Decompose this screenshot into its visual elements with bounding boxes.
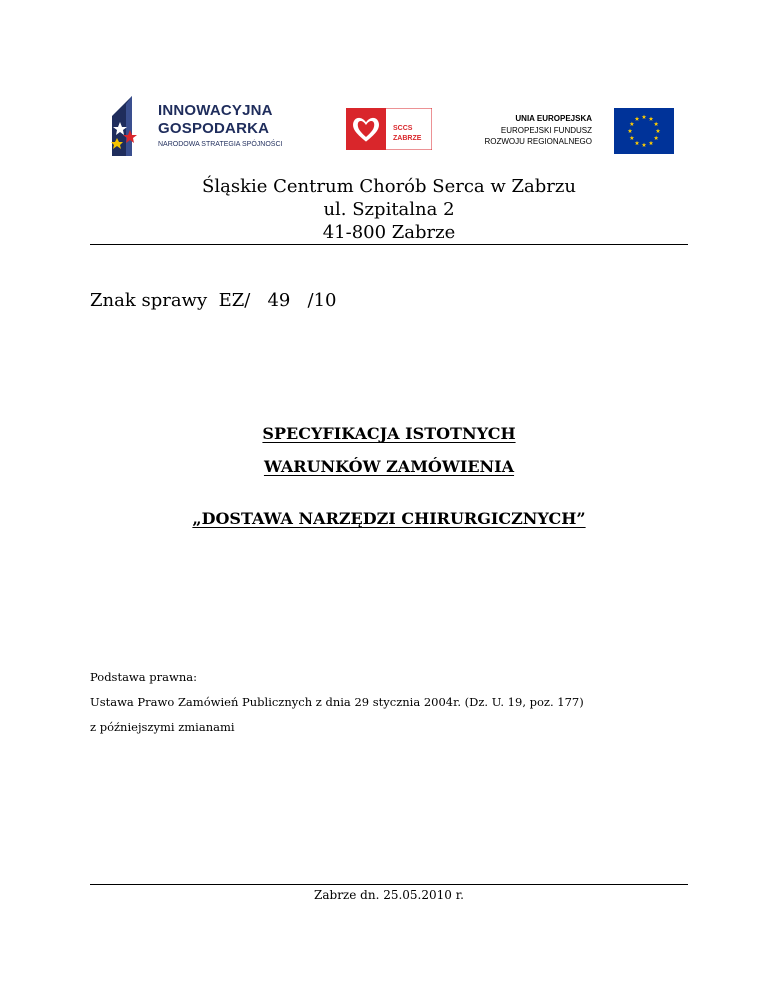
legal-basis-label: Podstawa prawna: xyxy=(90,670,197,684)
innovative-economy-emblem xyxy=(108,96,154,156)
eu-line2: EUROPEJSKI FUNDUSZ xyxy=(500,126,592,135)
legal-basis-line2: z późniejszymi zmianami xyxy=(90,720,235,734)
institution-city: 41-800 Zabrze xyxy=(322,222,456,243)
sccs-logo xyxy=(346,108,432,150)
sccs-line1: SCCS xyxy=(393,125,413,132)
eu-logo xyxy=(470,108,676,156)
eu-line1: UNIA EUROPEJSKA xyxy=(515,114,592,123)
innovative-economy-line2: GOSPODARKA xyxy=(158,120,270,137)
header-divider xyxy=(90,244,688,245)
spec-title-line2: WARUNKÓW ZAMÓWIENIA xyxy=(263,457,515,476)
heart-icon xyxy=(346,108,432,150)
sccs-line2: ZABRZE xyxy=(393,135,422,142)
footer-divider xyxy=(90,884,688,885)
institution-street: ul. Szpitalna 2 xyxy=(323,199,455,220)
eu-flag-icon xyxy=(614,108,674,154)
issue-date: Zabrze dn. 25.05.2010 r. xyxy=(314,888,464,902)
innovative-economy-line1: INNOWACYJNA xyxy=(158,102,273,119)
eu-line3: ROZWOJU REGIONALNEGO xyxy=(484,137,592,146)
legal-basis-line1: Ustawa Prawo Zamówień Publicznych z dnia 29 stycznia 2004r. (Dz. U. 19, poz. 177) xyxy=(90,695,584,709)
innovative-economy-logo xyxy=(108,96,308,158)
innovative-economy-subtitle: NARODOWA STRATEGIA SPÓJNOŚCI xyxy=(158,141,283,148)
spec-subject: „DOSTAWA NARZĘDZI CHIRURGICZNYCH” xyxy=(192,509,586,528)
case-reference: Znak sprawy EZ/ 49 /10 xyxy=(90,290,337,311)
spec-title-line1: SPECYFIKACJA ISTOTNYCH xyxy=(262,424,516,443)
institution-name: Śląskie Centrum Chorób Serca w Zabrzu xyxy=(202,176,576,197)
